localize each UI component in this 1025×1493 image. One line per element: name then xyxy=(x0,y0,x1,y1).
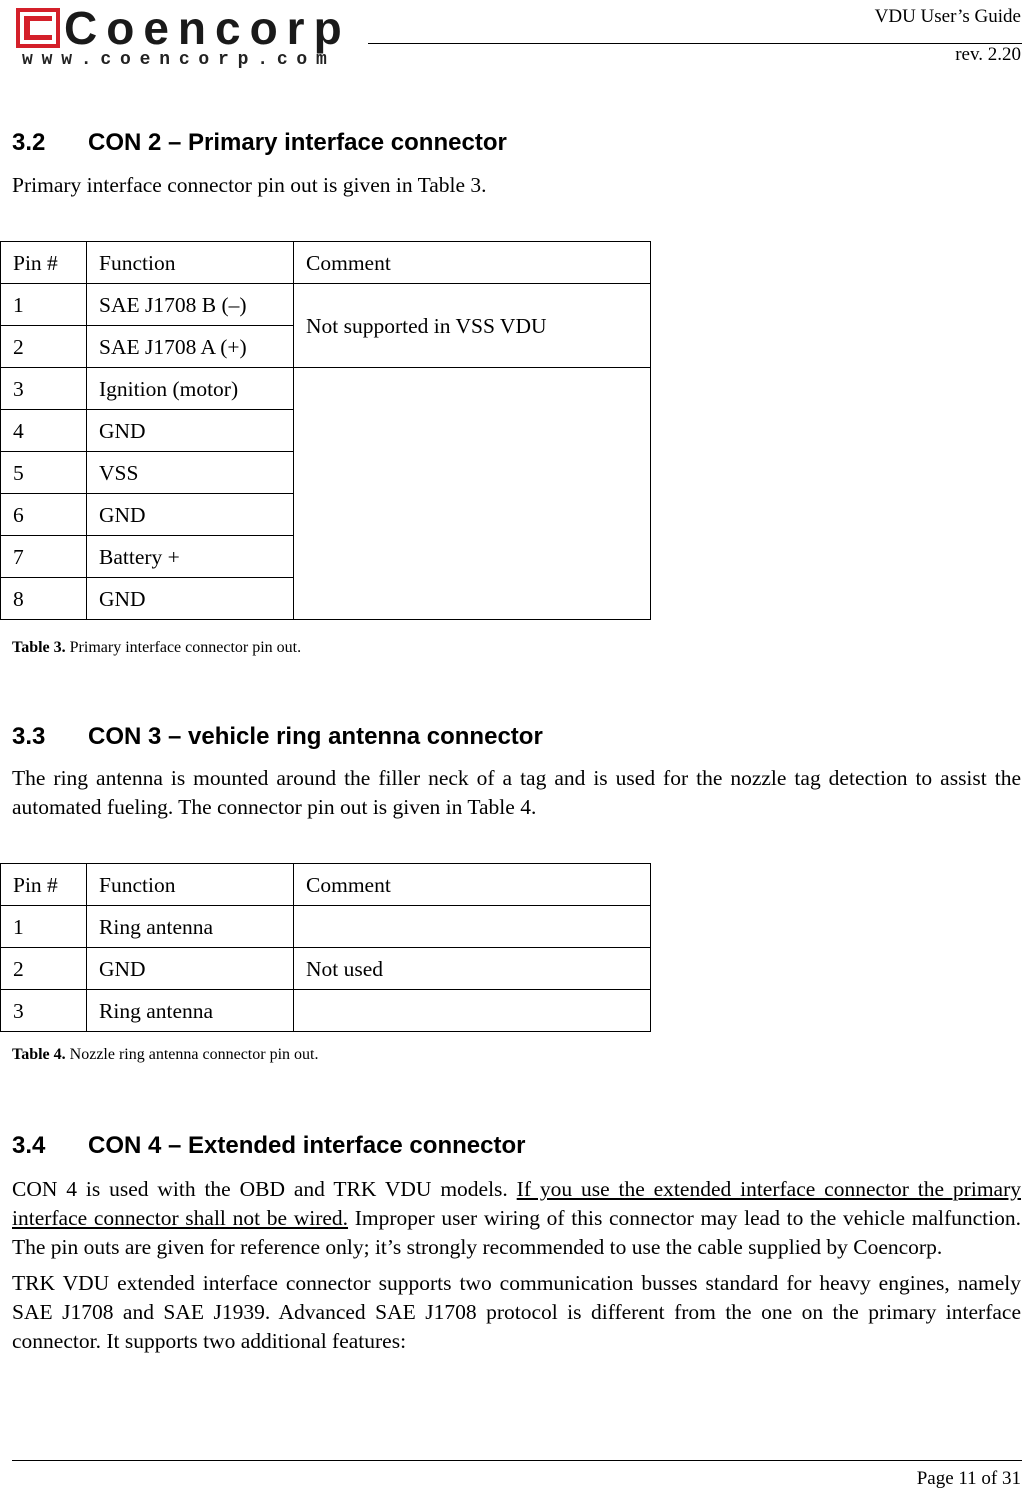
cell-function: Ignition (motor) xyxy=(87,368,294,410)
cell-pin: 1 xyxy=(1,906,87,948)
caption-label: Table 3. xyxy=(12,639,66,656)
paragraph-text: CON 4 is used with the OBD and TRK VDU models. xyxy=(12,1177,517,1201)
header-function: Function xyxy=(87,864,294,906)
cell-function: GND xyxy=(87,578,294,620)
logo-wordmark: Coencorp xyxy=(64,2,351,54)
cell-pin: 2 xyxy=(1,948,87,990)
header-divider xyxy=(368,43,1022,44)
table-row xyxy=(1,906,651,948)
table-row xyxy=(1,368,651,410)
section-title: CON 3 – vehicle ring antenna connector xyxy=(88,723,543,750)
cell-pin: 5 xyxy=(1,452,87,494)
table-4-caption xyxy=(12,1045,318,1065)
cell-function: VSS xyxy=(87,452,294,494)
table-3-primary-connector xyxy=(0,241,651,620)
table-header-row xyxy=(1,242,651,284)
cell-pin: 6 xyxy=(1,494,87,536)
cell-pin: 3 xyxy=(1,990,87,1032)
header-comment: Comment xyxy=(294,864,651,906)
section-3-4-body xyxy=(12,1175,1021,1356)
header-function: Function xyxy=(87,242,294,284)
section-title: CON 4 – Extended interface connector xyxy=(88,1132,526,1159)
section-heading-3-4 xyxy=(12,1132,525,1160)
header-comment: Comment xyxy=(294,242,651,284)
cell-pin: 2 xyxy=(1,326,87,368)
cell-pin: 8 xyxy=(1,578,87,620)
table-row xyxy=(1,990,651,1032)
header-pin: Pin # xyxy=(1,242,87,284)
cell-comment-empty xyxy=(294,368,651,620)
cell-comment: Not used xyxy=(294,948,651,990)
cell-pin: 4 xyxy=(1,410,87,452)
cell-function: GND xyxy=(87,410,294,452)
page-number: Page 11 of 31 xyxy=(916,1468,1021,1489)
header-pin: Pin # xyxy=(1,864,87,906)
section-heading-3-2 xyxy=(12,129,507,157)
cell-pin: 3 xyxy=(1,368,87,410)
coencorp-logo-icon xyxy=(16,8,60,48)
caption-label: Table 4. xyxy=(12,1046,66,1063)
table-header-row xyxy=(1,864,651,906)
footer-divider xyxy=(12,1460,1022,1461)
cell-function: Battery + xyxy=(87,536,294,578)
section-3-3-intro: The ring antenna is mounted around the filler neck of a tag and is used for the nozzle tag detection to assist the automated fueling. The connector pin out is given in Table 4. xyxy=(12,766,1021,819)
cell-function: GND xyxy=(87,494,294,536)
paragraph xyxy=(12,1175,1021,1262)
cell-comment xyxy=(294,906,651,948)
section-heading-3-3 xyxy=(12,723,543,751)
paragraph-text: Improper user wiring of this connector may lead to the vehicle malfunction. The pin outs are given for reference only; it’s strongly recommended to use the cable supplied by Coencorp. xyxy=(12,1206,1021,1259)
coencorp-logo xyxy=(12,2,351,70)
document-title: VDU User’s Guide xyxy=(874,6,1021,27)
section-number: 3.3 xyxy=(12,723,46,750)
document-revision: rev. 2.20 xyxy=(955,44,1021,65)
table-row xyxy=(1,284,651,326)
table-4-ring-antenna xyxy=(0,863,651,1032)
section-number: 3.4 xyxy=(12,1132,46,1159)
cell-comment-merged: Not supported in VSS VDU xyxy=(294,284,651,368)
warning-underlined: If you use the extended interface connector the primary interface connector shall not be wired. xyxy=(12,1177,1021,1230)
cell-comment xyxy=(294,990,651,1032)
cell-function: GND xyxy=(87,948,294,990)
paragraph: TRK VDU extended interface connector supports two communication busses standard for heavy engines, namely SAE J1708 and SAE J1939. Advanced SAE J1708 protocol is different from the one on the primary interface connector. It supports two additional features: xyxy=(12,1271,1021,1353)
caption-text: Nozzle ring antenna connector pin out. xyxy=(65,1046,319,1063)
cell-function: Ring antenna xyxy=(87,990,294,1032)
table-3-caption xyxy=(12,638,301,658)
caption-text: Primary interface connector pin out. xyxy=(65,639,302,656)
cell-pin: 1 xyxy=(1,284,87,326)
cell-function: Ring antenna xyxy=(87,906,294,948)
cell-function: SAE J1708 B (–) xyxy=(87,284,294,326)
section-3-2-intro: Primary interface connector pin out is given in Table 3. xyxy=(12,173,487,197)
cell-function: SAE J1708 A (+) xyxy=(87,326,294,368)
table-row xyxy=(1,948,651,990)
logo-url: www.coencorp.com xyxy=(22,50,336,70)
section-number: 3.2 xyxy=(12,129,46,156)
section-title: CON 2 – Primary interface connector xyxy=(88,129,507,156)
cell-pin: 7 xyxy=(1,536,87,578)
